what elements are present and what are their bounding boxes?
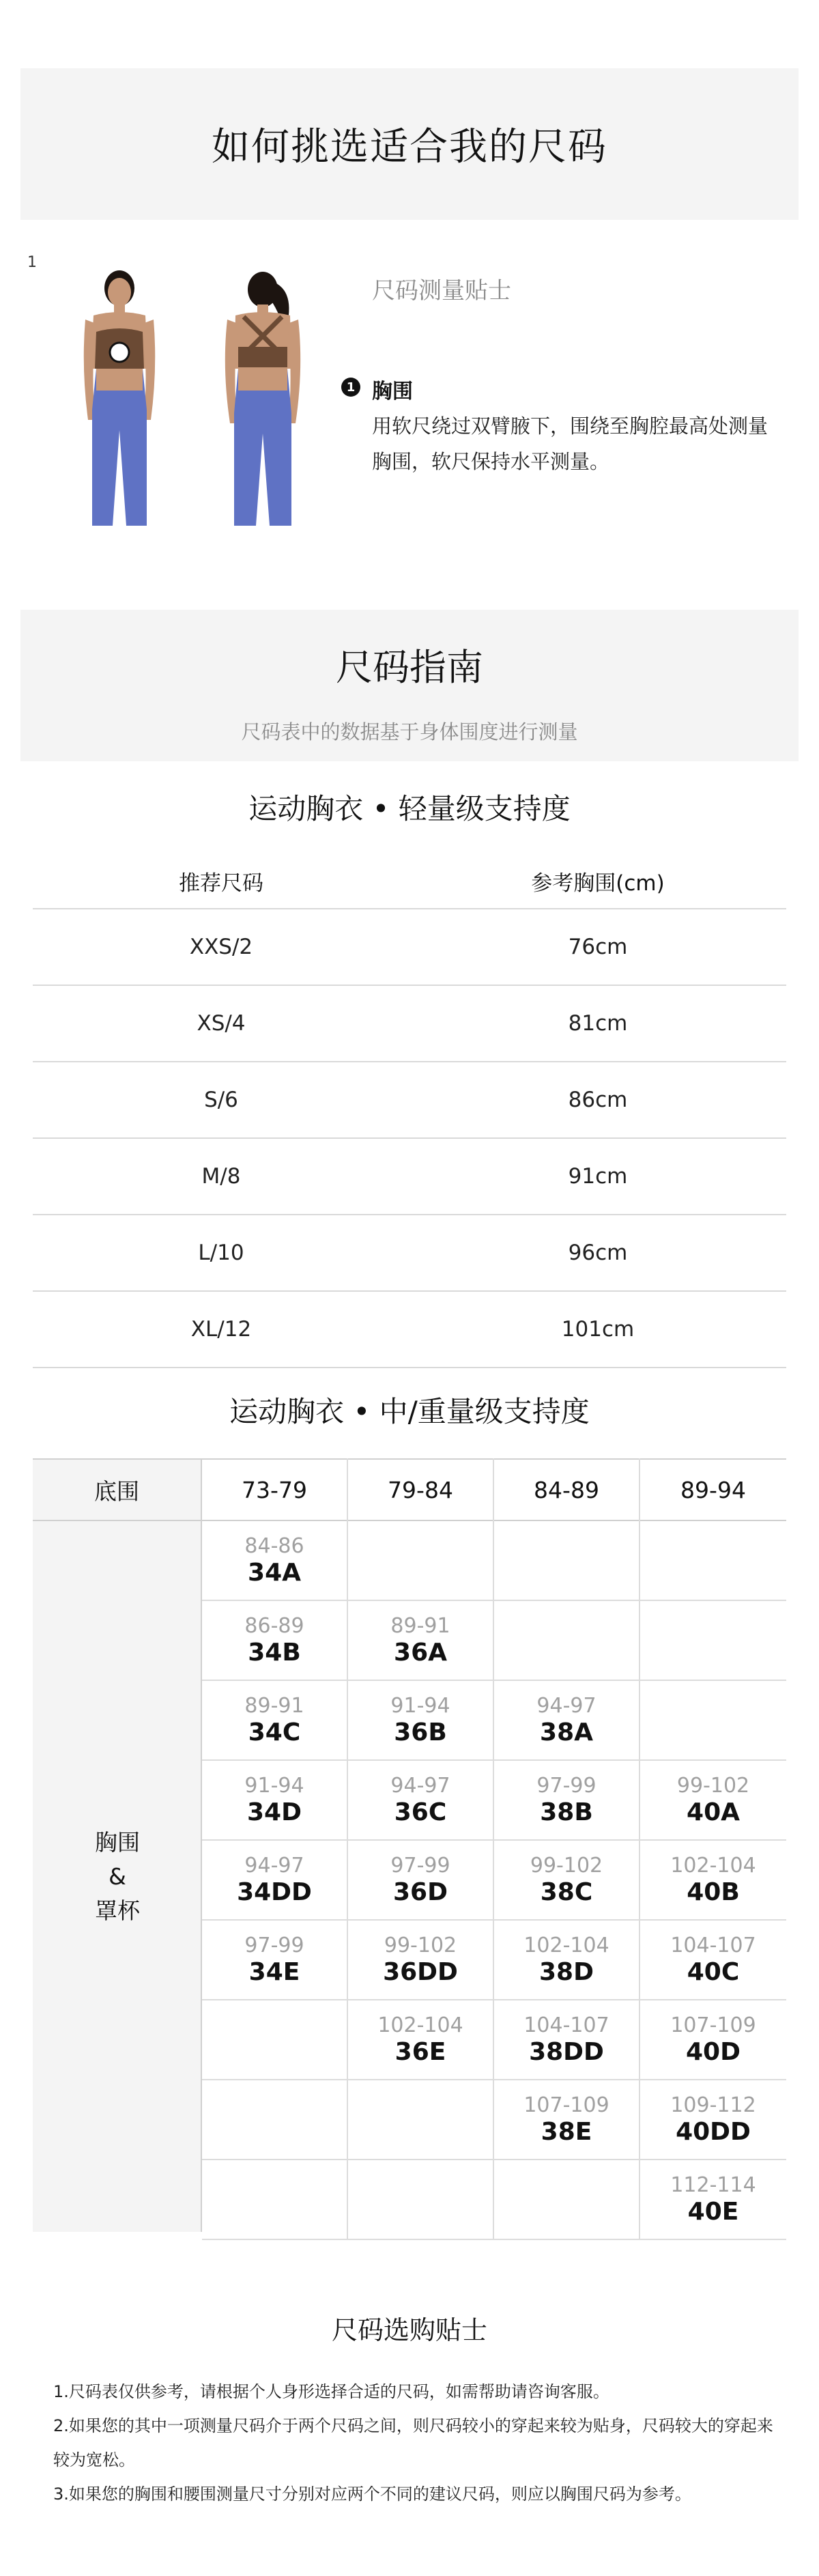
model-front-image [51,266,188,526]
bra-size: 34B [248,1638,301,1667]
bust-range: 91-94 [244,1773,304,1798]
size-cell: M/8 [201,1164,241,1189]
bust-range: 94-97 [244,1853,304,1878]
bra-size: 40DD [676,2117,751,2146]
bra-size: 36B [394,1718,447,1746]
bra-size: 40C [687,1957,740,1986]
size-cell [348,2000,494,2080]
empty-cell [202,2000,348,2080]
size-cell [202,1921,348,2000]
size-guide-banner [20,610,799,761]
waist-shape [96,369,143,391]
size-guide-title: 尺码指南 [336,646,483,689]
model-back-image [195,266,331,526]
size-cell [494,2000,640,2080]
tip-item: 1.尺码表仅供参考，请根据个人身形选择合适的尺码，如需帮助请咨询客服。 [53,2382,609,2401]
bust-range: 84-86 [244,1533,304,1558]
size-cell [202,1761,348,1841]
header-reference-bust: 参考胸围(cm) [531,871,665,896]
bra-size: 40E [687,2197,739,2226]
title-banner [20,68,799,220]
bust-measure-marker [110,343,129,362]
light-support-title: 运动胸衣 • 轻量级支持度 [248,792,571,825]
bust-cell: 76cm [568,935,628,959]
size-cell: XL/12 [190,1317,252,1342]
band-column-header: 73-79 [202,1458,348,1521]
size-cell [640,1921,786,2000]
leggings-shape [234,369,291,526]
empty-cell [202,2160,348,2240]
bust-instructions: 用软尺绕过双臂腋下，围绕至胸腔最高处测量胸围，软尺保持水平测量。 [372,414,768,473]
step-number: 1 [27,254,37,271]
size-cell [494,1841,640,1921]
bra-size: 36C [394,1798,447,1826]
bust-range: 104-107 [523,2013,609,2037]
size-cell [640,1841,786,1921]
buying-tips-title: 尺码选购贴士 [331,2315,487,2345]
bust-cell: 101cm [561,1317,635,1342]
bra-size: 38DD [529,2037,604,2066]
bust-cell: 91cm [568,1164,628,1189]
empty-cell [494,2160,640,2240]
header-recommended-size: 推荐尺码 [179,871,263,896]
bust-range: 97-99 [244,1933,304,1957]
bust-range: 104-107 [670,1933,756,1957]
size-cell [348,1841,494,1921]
empty-cell [494,1601,640,1681]
bust-range: 97-99 [536,1773,597,1798]
medium-support-title: 运动胸衣 • 中/重量级支持度 [229,1395,590,1428]
bust-label: 胸围 [95,1828,140,1856]
bra-size: 40B [687,1878,740,1906]
measure-tips-heading: 尺码测量贴士 [372,277,511,305]
bra-size: 38E [541,2117,592,2146]
band-column-header: 84-89 [494,1458,640,1521]
table-row [33,986,786,1062]
empty-cell [640,1681,786,1761]
table-row [33,1292,786,1368]
waist-shape [238,367,287,391]
table-row [33,1139,786,1215]
size-cell: L/10 [198,1241,244,1265]
bra-size: 34E [248,1957,300,1986]
bra-size: 38A [540,1718,593,1746]
ampersand-label: & [109,1863,126,1890]
size-cell [640,2160,786,2240]
empty-cell [640,1601,786,1681]
size-guide-subtitle: 尺码表中的数据基于身体围度进行测量 [241,720,578,744]
page-title: 如何挑选适合我的尺码 [212,125,607,169]
bra-size: 34C [248,1718,301,1746]
size-cell [494,1761,640,1841]
empty-cell [348,1521,494,1601]
bust-range: 99-102 [530,1853,603,1878]
size-cell [640,2000,786,2080]
bust-cell: 96cm [568,1241,628,1265]
size-cell [494,1921,640,2000]
bra-size: 40D [686,2037,741,2066]
bra-size: 36E [394,2037,446,2066]
size-cell [202,1841,348,1921]
size-cell [348,1921,494,2000]
bust-range: 94-97 [536,1693,597,1718]
empty-cell [640,1521,786,1601]
tip-item: 2.如果您的其中一项测量尺码介于两个尺码之间，则尺码较小的穿起来较为贴身，尺码较大的穿起来较为宽松。 [53,2416,773,2469]
size-cell [494,2080,640,2160]
empty-cell [202,2080,348,2160]
bust-range: 102-104 [523,1933,609,1957]
face-shape [108,278,131,307]
size-cell [494,1681,640,1761]
empty-cell [348,2160,494,2240]
bust-range: 102-104 [377,2013,463,2037]
table-row [33,909,786,986]
bust-cell: 81cm [568,1011,628,1036]
bust-range: 102-104 [670,1853,756,1878]
tip-item: 3.如果您的胸围和腰围测量尺寸分别对应两个不同的建议尺码，则应以胸围尺码为参考。 [53,2485,691,2504]
size-cell [202,1681,348,1761]
bust-range: 99-102 [676,1773,750,1798]
bust-range: 97-99 [390,1853,450,1878]
cup-label: 罩杯 [95,1897,140,1924]
buying-tips-list [53,2375,777,2511]
bra-size: 34D [247,1798,302,1826]
bra-size: 38C [540,1878,593,1906]
table-header-row [33,853,786,909]
size-cell [202,1601,348,1681]
bust-range: 89-91 [390,1613,450,1638]
bra-size: 34A [248,1558,301,1587]
size-cell [348,1761,494,1841]
bullet-number-badge: 1 [341,378,360,397]
bust-range: 94-97 [390,1773,450,1798]
bra-size: 36D [393,1878,448,1906]
size-cell [640,2080,786,2160]
bra-size: 38D [539,1957,594,1986]
bust-range: 107-109 [523,2093,609,2117]
table-row [33,1062,786,1139]
size-cell [348,1601,494,1681]
bust-range: 99-102 [384,1933,457,1957]
bust-cell: 86cm [568,1088,628,1112]
empty-cell [348,2080,494,2160]
table-row [33,1215,786,1292]
band-column-header: 89-94 [680,1476,746,1503]
bust-range: 91-94 [390,1693,450,1718]
size-cell [202,1521,348,1601]
bra-size: 34DD [237,1878,312,1906]
leggings-shape [92,369,147,526]
bra-size: 36A [394,1638,447,1667]
bust-cup-label [33,1521,202,2232]
size-cell: XS/4 [197,1011,246,1036]
medium-support-table [33,1458,786,2232]
band-column-header: 79-84 [348,1458,494,1521]
empty-cell [494,1521,640,1601]
bust-heading: 胸围 [372,380,413,404]
bust-range: 89-91 [244,1693,304,1718]
size-cell: S/6 [204,1088,238,1112]
light-support-table [33,853,786,1368]
bust-range: 86-89 [244,1613,304,1638]
bra-size: 40A [687,1798,740,1826]
size-cell [348,1681,494,1761]
bra-band-shape [238,347,287,367]
bust-range: 112-114 [670,2172,756,2197]
underband-header: 底围 [33,1458,202,1521]
bra-size: 38B [540,1798,593,1826]
bust-range: 107-109 [670,2013,756,2037]
size-cell [640,1761,786,1841]
bra-size: 36DD [383,1957,458,1986]
bust-range: 109-112 [670,2093,756,2117]
size-cell: XXS/2 [189,935,253,959]
